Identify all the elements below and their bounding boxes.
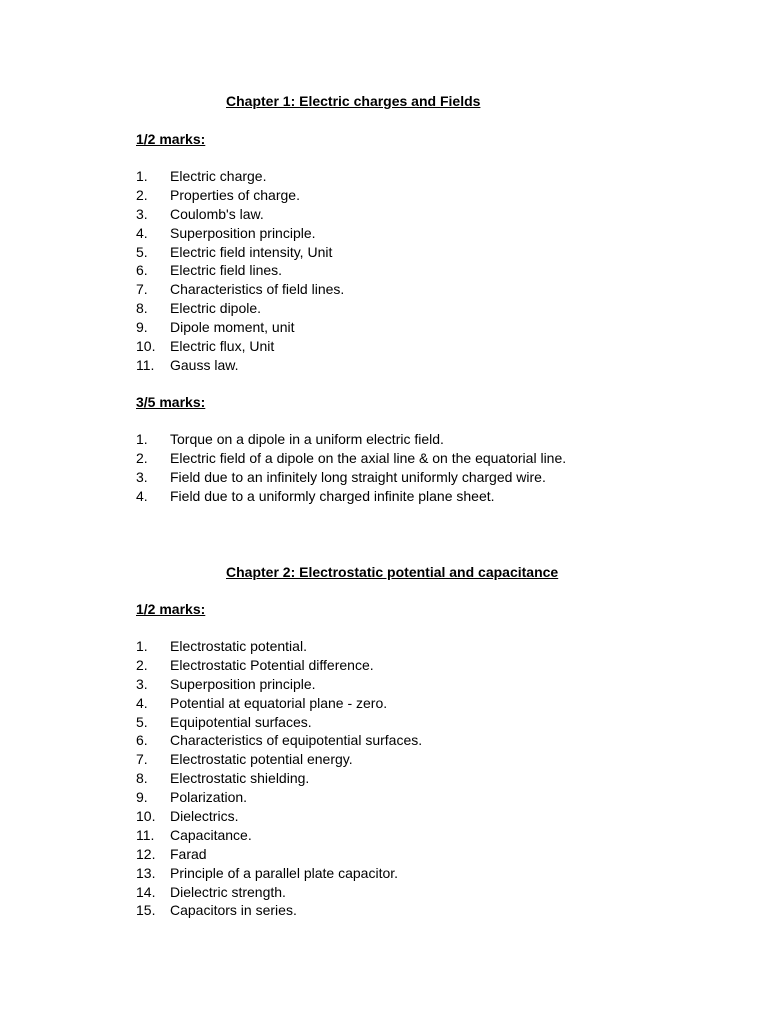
- list-item-number: 7.: [136, 281, 148, 298]
- list-item-text: Farad: [170, 845, 207, 862]
- list-item-text: Electric flux, Unit: [170, 338, 275, 355]
- list-item: [136, 337, 344, 356]
- list-item-text: Electric dipole.: [170, 300, 262, 317]
- list-item-number: 12.: [136, 845, 156, 862]
- list-item-text: Superposition principle.: [170, 224, 316, 241]
- list-item-number: 8.: [136, 770, 148, 787]
- list-item: [136, 224, 344, 243]
- list-item: [136, 883, 422, 902]
- list-item: [136, 769, 422, 788]
- list-item: [136, 430, 566, 449]
- chapter-1-title: Chapter 1: Electric charges and Fields: [226, 93, 481, 109]
- list-item-number: 1.: [136, 638, 148, 654]
- list-item-text: Electrostatic potential energy.: [170, 751, 353, 768]
- list-item: [136, 731, 422, 750]
- list-item: [136, 901, 422, 920]
- list-item-number: 2.: [136, 186, 148, 203]
- list-item: [136, 318, 344, 337]
- list-item-text: Torque on a dipole in a uniform electric field.: [170, 431, 444, 447]
- list-item: [136, 826, 422, 845]
- list-item-text: Electric field lines.: [170, 262, 283, 279]
- list-item: [136, 788, 422, 807]
- list-item: [136, 656, 422, 675]
- list-item: [136, 864, 422, 883]
- list-item-text: Gauss law.: [170, 356, 239, 373]
- list-item: [136, 243, 344, 262]
- list-item: [136, 807, 422, 826]
- list-item: [136, 261, 344, 280]
- list-item-number: 1.: [136, 431, 148, 447]
- list-item-text: Field due to a uniformly charged infinite plane sheet.: [170, 487, 495, 504]
- chapter-1-short-heading: 1/2 marks:: [136, 131, 206, 147]
- list-item-text: Capacitance.: [170, 826, 252, 843]
- list-item-number: 10.: [136, 808, 156, 825]
- list-item-text: Coulomb's law.: [170, 205, 264, 222]
- list-item-text: Principle of a parallel plate capacitor.: [170, 864, 399, 881]
- chapter-2-short-heading: 1/2 marks:: [136, 601, 206, 617]
- list-item-number: 3.: [136, 675, 148, 692]
- chapter-2-title: Chapter 2: Electrostatic potential and capacitance: [226, 564, 559, 580]
- list-item: [136, 167, 344, 186]
- list-item-number: 11.: [136, 356, 155, 373]
- chapter-2-short-list: [136, 637, 422, 920]
- list-item: [136, 186, 344, 205]
- list-item-number: 1.: [136, 168, 148, 184]
- list-item-number: 14.: [136, 883, 156, 900]
- list-item-text: Superposition principle.: [170, 675, 316, 692]
- list-item: [136, 713, 422, 732]
- list-item-text: Electric charge.: [170, 168, 267, 184]
- list-item: [136, 487, 566, 506]
- list-item: [136, 675, 422, 694]
- list-item: [136, 694, 422, 713]
- list-item: [136, 205, 344, 224]
- list-item-number: 8.: [136, 300, 148, 317]
- list-item: [136, 637, 422, 656]
- list-item-number: 11.: [136, 826, 155, 843]
- list-item-number: 6.: [136, 262, 148, 279]
- list-item-text: Characteristics of field lines.: [170, 281, 345, 298]
- list-item-number: 5.: [136, 713, 148, 730]
- list-item-number: 4.: [136, 487, 148, 504]
- list-item-number: 6.: [136, 732, 148, 749]
- list-item-text: Dipole moment, unit: [170, 319, 295, 336]
- list-item-number: 2.: [136, 656, 148, 673]
- list-item-number: 3.: [136, 468, 148, 485]
- list-item-text: Potential at equatorial plane - zero.: [170, 694, 388, 711]
- list-item-text: Equipotential surfaces.: [170, 713, 312, 730]
- list-item-text: Dielectrics.: [170, 808, 239, 825]
- list-item-number: 9.: [136, 319, 148, 336]
- chapter-1-long-list: [136, 430, 566, 506]
- list-item-text: Electrostatic shielding.: [170, 770, 310, 787]
- list-item-text: Properties of charge.: [170, 186, 300, 203]
- chapter-1-short-list: [136, 167, 344, 375]
- list-item-text: Electric field of a dipole on the axial line & on the equatorial line.: [170, 449, 567, 466]
- list-item: [136, 280, 344, 299]
- list-item-text: Field due to an infinitely long straight uniformly charged wire.: [170, 468, 546, 485]
- list-item: [136, 356, 344, 375]
- list-item-number: 4.: [136, 694, 148, 711]
- list-item-number: 3.: [136, 205, 148, 222]
- list-item-text: Characteristics of equipotential surfaces.: [170, 732, 423, 749]
- list-item-number: 7.: [136, 751, 148, 768]
- list-item-number: 15.: [136, 902, 156, 919]
- list-item-number: 2.: [136, 449, 148, 466]
- chapter-1-long-heading: 3/5 marks:: [136, 394, 206, 410]
- list-item-text: Capacitors in series.: [170, 902, 297, 919]
- list-item-number: 5.: [136, 243, 148, 260]
- list-item-number: 10.: [136, 338, 156, 355]
- list-item: [136, 468, 566, 487]
- list-item-number: 13.: [136, 864, 156, 881]
- list-item-text: Electric field intensity, Unit: [170, 243, 333, 260]
- list-item-number: 9.: [136, 789, 148, 806]
- list-item-text: Electrostatic Potential difference.: [170, 656, 374, 673]
- list-item-number: 4.: [136, 224, 148, 241]
- list-item-text: Electrostatic potential.: [170, 638, 307, 654]
- list-item-text: Dielectric strength.: [170, 883, 286, 900]
- list-item: [136, 845, 422, 864]
- list-item: [136, 750, 422, 769]
- list-item-text: Polarization.: [170, 789, 248, 806]
- list-item: [136, 449, 566, 468]
- list-item: [136, 299, 344, 318]
